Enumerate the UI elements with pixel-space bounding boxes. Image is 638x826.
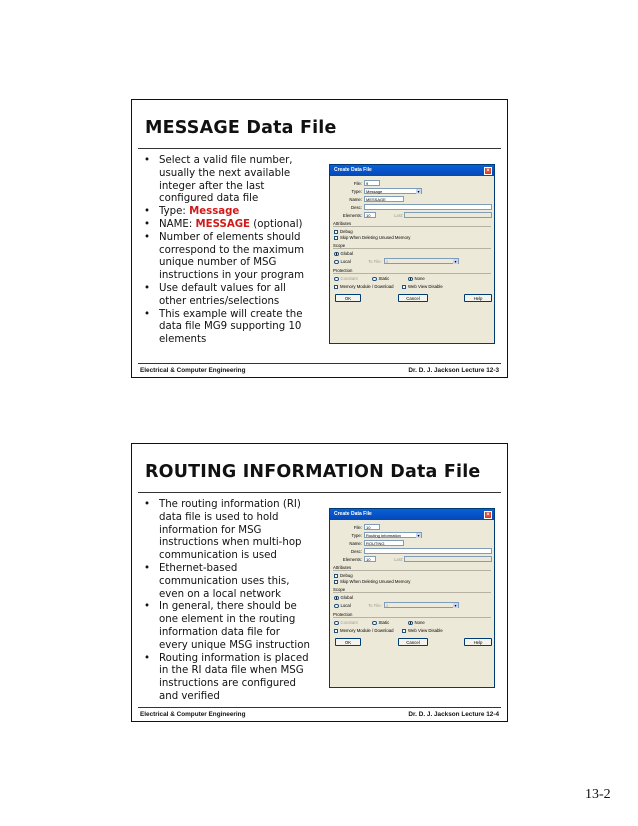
dialog-title-bar: Create Data File × [330,509,494,520]
name-field[interactable]: ROUTING [364,540,404,546]
dialog-title-bar: Create Data File × [330,165,494,176]
global-radio[interactable]: Global [334,251,353,256]
web-view-checkbox[interactable]: Web View Disable [402,284,443,289]
footer-divider [138,363,501,364]
close-icon[interactable]: × [484,167,492,175]
footer-divider [138,707,501,708]
slide-routing-information-data-file [131,443,508,722]
bullet-list [140,155,330,347]
skip-checkbox[interactable]: Skip When Deleting Unused Memory [334,579,410,584]
bullet-item: • Use default values for all other entries/selections [140,283,330,309]
cancel-button[interactable]: Cancel [398,294,428,302]
footer-department: Electrical & Computer Engineering [140,711,246,718]
bullet-item: • Routing information is placed in the RI data file when MSG instructions are configured and verified [140,653,330,704]
memory-module-checkbox[interactable]: Memory Module / Download [334,628,394,633]
type-select[interactable]: Message ▾ [364,188,422,194]
to-file-select: 2 ▾ [384,258,459,264]
chevron-down-icon: ▾ [454,259,457,264]
help-button[interactable]: Help [464,638,492,646]
footer-lecture: Dr. D. J. Jackson Lecture 12-3 [408,367,499,374]
elements-field[interactable]: 10 [364,212,376,218]
none-radio[interactable]: None [408,276,425,281]
to-file-select: 2 ▾ [384,602,459,608]
local-radio[interactable]: Local [334,603,351,608]
memory-module-checkbox[interactable]: Memory Module / Download [334,284,394,289]
bullet-item: • Number of elements should correspond to the maximum unique number of MSG instructions in your program [140,232,330,283]
type-select[interactable]: Routing Information ▾ [364,532,422,538]
desc-field[interactable] [364,204,492,210]
desc-field[interactable] [364,548,492,554]
static-radio[interactable]: Static [372,620,389,625]
ok-button[interactable]: OK [335,638,361,646]
debug-checkbox[interactable]: Debug [334,229,353,234]
file-number-field[interactable]: 10 [364,524,380,530]
skip-checkbox[interactable]: Skip When Deleting Unused Memory [334,235,410,240]
bullet-list [140,499,330,704]
last-field [404,556,492,562]
bullet-item: • The routing information (RI) data file is used to hold information for MSG instructions when multi-hop communication is used [140,499,330,563]
bullet-item: • In general, there should be one element in the routing information data file for every unique MSG instruction [140,601,330,652]
none-radio[interactable]: None [408,620,425,625]
bullet-item: • Select a valid file number, usually the next available integer after the last configured data file [140,155,330,206]
footer-lecture: Dr. D. J. Jackson Lecture 12-4 [408,711,499,718]
elements-field[interactable]: 10 [364,556,376,562]
chevron-down-icon: ▾ [417,533,420,538]
constant-radio[interactable]: Constant [334,276,358,281]
ok-button[interactable]: OK [335,294,361,302]
global-radio[interactable]: Global [334,595,353,600]
bullet-item: • Ethernet-based communication uses this, even on a local network [140,563,330,601]
constant-radio[interactable]: Constant [334,620,358,625]
chevron-down-icon: ▾ [454,603,457,608]
bullet-item: • Type: Message [140,206,330,219]
chevron-down-icon: ▾ [417,189,420,194]
cancel-button[interactable]: Cancel [398,638,428,646]
slide-message-data-file [131,99,508,378]
local-radio[interactable]: Local [334,259,351,264]
close-icon[interactable]: × [484,511,492,519]
page-number: 13-2 [585,787,611,802]
file-number-field[interactable]: 9 [364,180,380,186]
last-field [404,212,492,218]
name-field[interactable]: MESSAGE [364,196,404,202]
create-data-file-dialog: Create Data File × File: 9 Type: Message ▾ Name: MESSAGE Desc: Elements: 10 Last: Attributes Debug Skip When Deleting Unused Memory Scope Global Local To File: 2 ▾ Protection Constant Static None Memory Module / Download Web View Disable OK Cancel Help [329,164,495,344]
debug-checkbox[interactable]: Debug [334,573,353,578]
title-divider [138,148,501,149]
bullet-item: • This example will create the data file MG9 supporting 10 elements [140,309,330,347]
create-data-file-dialog: Create Data File × File: 10 Type: Routing Information ▾ Name: ROUTING Desc: Elements: 10 Last: Attributes Debug Skip When Deleting Unused Memory Scope Global Local To File: 2 ▾ Protection Constant Static None Memory Module / Download Web View Disable OK Cancel Help [329,508,495,688]
help-button[interactable]: Help [464,294,492,302]
bullet-item: • NAME: MESSAGE (optional) [140,219,330,232]
static-radio[interactable]: Static [372,276,389,281]
footer-department: Electrical & Computer Engineering [140,367,246,374]
web-view-checkbox[interactable]: Web View Disable [402,628,443,633]
slide-title: ROUTING INFORMATION Data File [145,462,481,482]
slide-title: MESSAGE Data File [145,118,337,138]
title-divider [138,492,501,493]
